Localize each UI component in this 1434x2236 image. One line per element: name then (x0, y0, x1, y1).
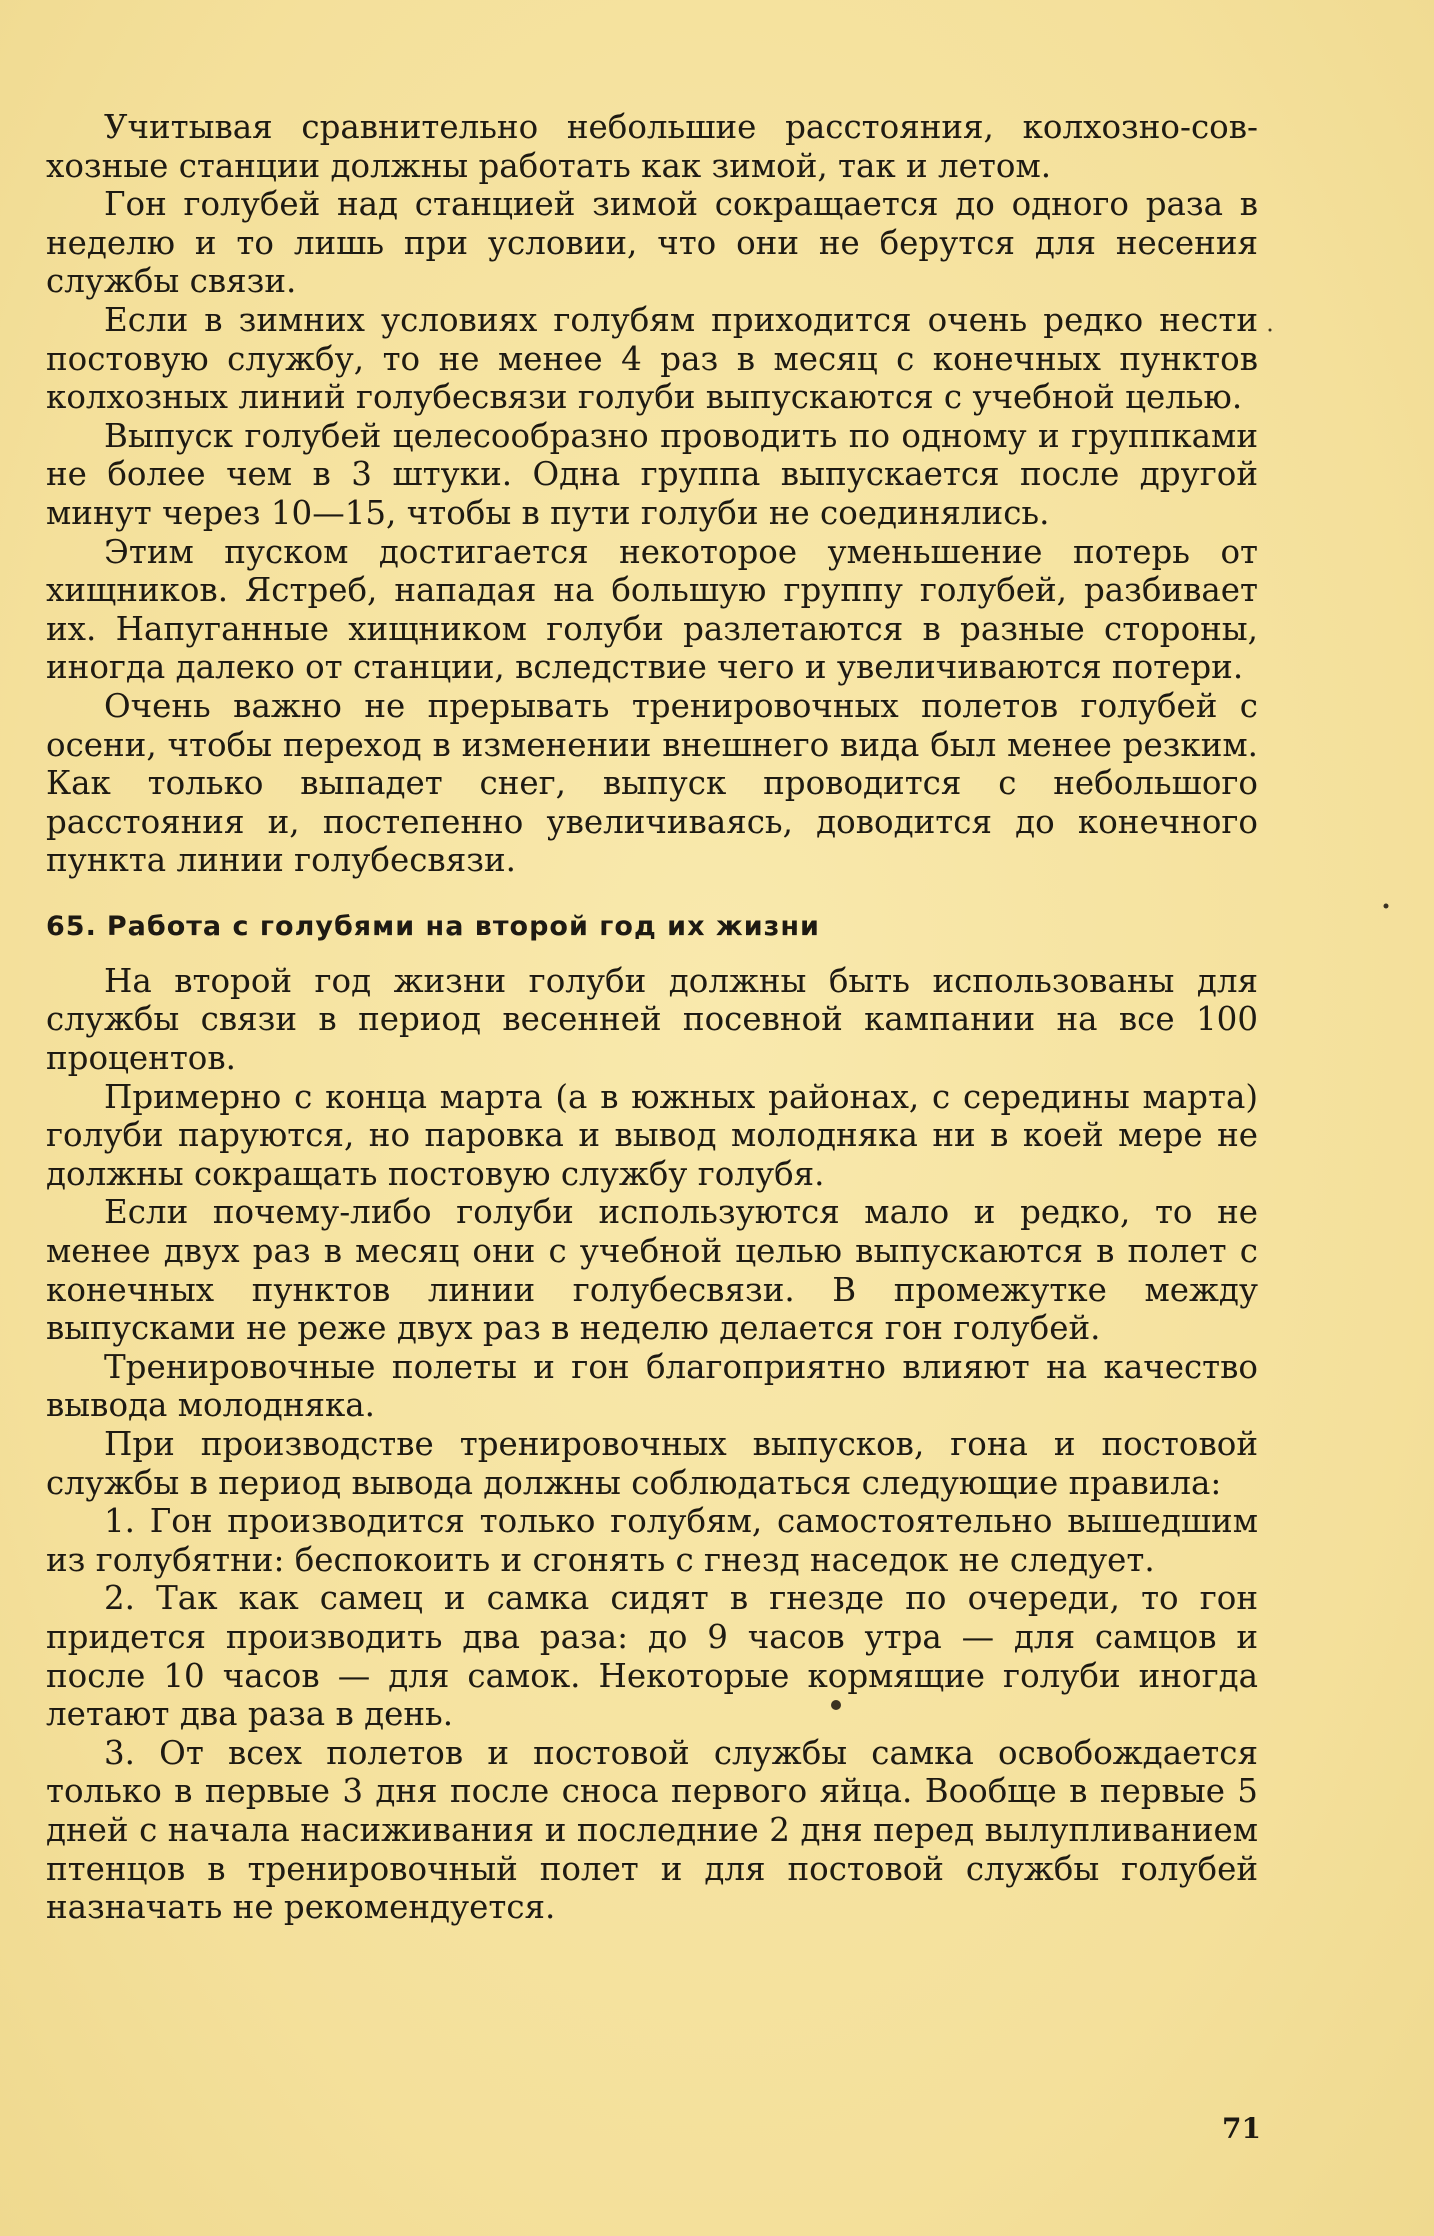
paragraph: Тренировочные полеты и гон благоприятно влияют на качество вывода молодняка. (46, 1347, 1258, 1425)
page-text-body (46, 108, 1258, 1927)
paragraph: Если в зимних условиях голубям приходится очень редко нести постовую службу, то не менее 4 раз в месяц с конечных пунктов колхозных линий голубесвязи голуби выпускаются с учебной целью. (46, 300, 1258, 417)
section-heading (46, 910, 1258, 944)
paragraph: Очень важно не прерывать тренировочных полетов голубей с осени, чтобы переход в изменении внешнего вида был менее резким. Как только выпадет снег, выпуск проводится с небольшого расстояния и, постепенно увеличиваясь, доводится до конечного пункта линии голубесвязи. (46, 686, 1258, 880)
ink-speck (1384, 904, 1389, 909)
paragraph: Гон голубей над станцией зимой сокращается до одного раза в неделю и то лишь при условии, что они не берутся для несения службы связи. (46, 185, 1258, 301)
section-body (46, 962, 1258, 1927)
rule-item: 3. От всех полетов и постовой службы самка освобождается только в первые 3 дня после сноса первого яйца. Вообще в первые 5 дней с начала насиживания и последние 2 дня перед вылупливанием птенцов в тренировочный полет и для постовой службы голубей назначать не рекомендуется. (46, 1733, 1258, 1927)
rule-item: 1. Гон производится только голубям, самостоятельно вышедшим из голубятни: беспокоить и сгонять с гнезд наседок не следует. (46, 1502, 1258, 1579)
section-title: Работа с голубями на второй год их жизни (106, 910, 820, 942)
page-number: 71 (1222, 2112, 1261, 2145)
rule-item: 2. Так как самец и самка сидят в гнезде по очереди, то гон придется производить два раза: до 9 часов утра — для самцов и после 10 часов — для самок. Некоторые кормящие голуби иногда летают два раза в день. (46, 1579, 1258, 1734)
paragraph: Примерно с конца марта (а в южных районах, с середины марта) голуби паруются, но паровка и вывод молодняка ни в коей мере не должны сокращать постовую службу голубя. (46, 1077, 1258, 1193)
paragraph: Этим пуском достигается некоторое уменьшение потерь от хищников. Ястреб, нападая на большую группу голубей, разбивает их. Напуганные хищником голуби разлетаются в разные стороны, иногда далеко от станции, вследствие чего и увеличиваются потери. (46, 532, 1258, 687)
paragraph: При производстве тренировочных выпусков, гона и постовой службы в период вывода должны соблюдаться следующие правила: (46, 1425, 1258, 1502)
section-number: 65. (46, 910, 97, 942)
paragraph: На второй год жизни голуби должны быть использованы для службы связи в период весенней посевной кампании на все 100 процентов. (46, 961, 1258, 1078)
paragraph: Если почему-либо голуби используются мало и редко, то не менее двух раз в месяц они с учебной целью выпускаются в полет с конечных пунктов линии голубесвязи. В промежутке между выпусками не реже двух раз в неделю делается гон голубей. (46, 1193, 1258, 1348)
ink-speck (1269, 329, 1272, 332)
paragraph: Учитывая сравнительно небольшие расстояния, колхозно-совхозные станции должны работать как зимой, так и летом. (46, 108, 1258, 185)
paragraph: Выпуск голубей целесообразно проводить по одному и группками не более чем в 3 штуки. Одна группа выпускается после другой минут через 10—15, чтобы в пути голуби не соединялись. (46, 416, 1258, 532)
